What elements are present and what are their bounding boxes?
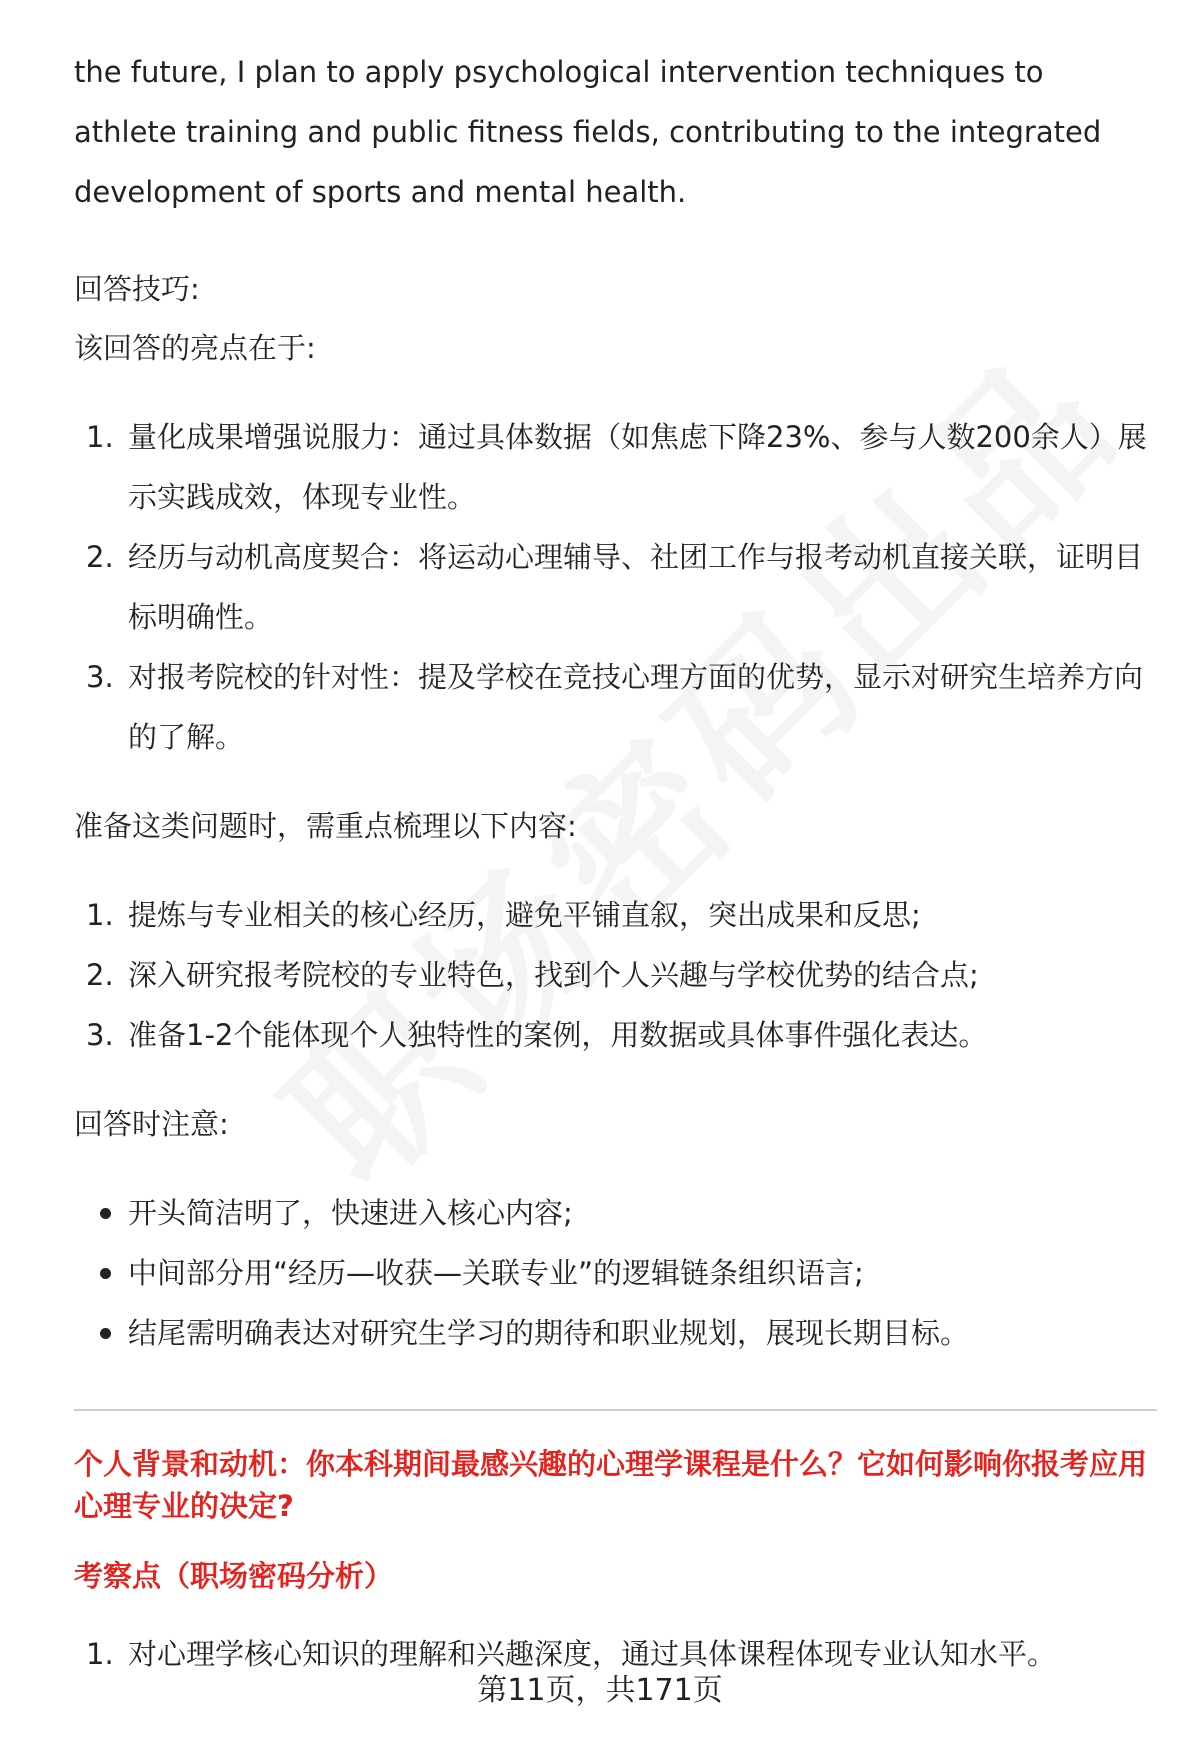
list-text: 量化成果增强说服力：通过具体数据（如焦虑下降23%、参与人数200余人）展示实践成效，体现专业性。 <box>128 420 1147 514</box>
notes-label: 回答时注意: <box>74 1107 229 1141</box>
list-item <box>74 647 1154 767</box>
bullet-item <box>74 1303 1154 1363</box>
bullet-icon <box>100 1268 111 1279</box>
list-text: 准备1-2个能体现个人独特性的案例，用数据或具体事件强化表达。 <box>128 1018 988 1052</box>
section-divider <box>74 1409 1157 1411</box>
list-number: 2. <box>86 540 114 574</box>
list-number: 1. <box>86 1637 114 1671</box>
list-item <box>74 407 1154 527</box>
list-number: 1. <box>86 898 114 932</box>
page-footer: 第11页，共171页 <box>477 1673 723 1708</box>
bullet-icon <box>100 1328 111 1339</box>
list-text: 提炼与专业相关的核心经历，避免平铺直叙，突出成果和反思; <box>128 898 921 932</box>
question-heading: 个人背景和动机：你本科期间最感兴趣的心理学课程是什么？它如何影响你报考应用心理专业的决定? <box>74 1447 1148 1523</box>
list-item <box>74 1005 1154 1065</box>
bullet-text: 结尾需明确表达对研究生学习的期待和职业规划，展现长期目标。 <box>128 1316 970 1350</box>
list-text: 对报考院校的针对性：提及学校在竞技心理方面的优势，显示对研究生培养方向的了解。 <box>128 660 1144 754</box>
bullet-text: 中间部分用“经历—收获—关联专业”的逻辑链条组织语言; <box>128 1256 864 1290</box>
list-text: 对心理学核心知识的理解和兴趣深度，通过具体课程体现专业认知水平。 <box>128 1637 1057 1671</box>
list-number: 2. <box>86 958 114 992</box>
assessment-heading: 考察点（职场密码分析） <box>74 1559 394 1593</box>
intro-paragraph: the future, I plan to apply psychological intervention techniques to athlete training and public fitness fields, contributing to the integrated development of sports and mental health. <box>74 55 1102 209</box>
list-item <box>74 885 1154 945</box>
tips-label: 回答技巧: <box>74 272 200 306</box>
bullet-icon <box>100 1208 111 1219</box>
list-text: 经历与动机高度契合：将运动心理辅导、社团工作与报考动机直接关联，证明目标明确性。 <box>128 540 1144 634</box>
list-number: 3. <box>86 660 114 694</box>
list-item <box>74 945 1154 1005</box>
list-number: 1. <box>86 420 114 454</box>
highlights-label: 该回答的亮点在于: <box>74 331 316 365</box>
list-number: 3. <box>86 1018 114 1052</box>
bullet-text: 开头简洁明了，快速进入核心内容; <box>128 1196 573 1230</box>
prepare-label: 准备这类问题时，需重点梳理以下内容: <box>74 809 577 843</box>
bullet-item <box>74 1243 1154 1303</box>
list-text: 深入研究报考院校的专业特色，找到个人兴趣与学校优势的结合点; <box>128 958 979 992</box>
bullet-item <box>74 1183 1154 1243</box>
list-item <box>74 527 1154 647</box>
